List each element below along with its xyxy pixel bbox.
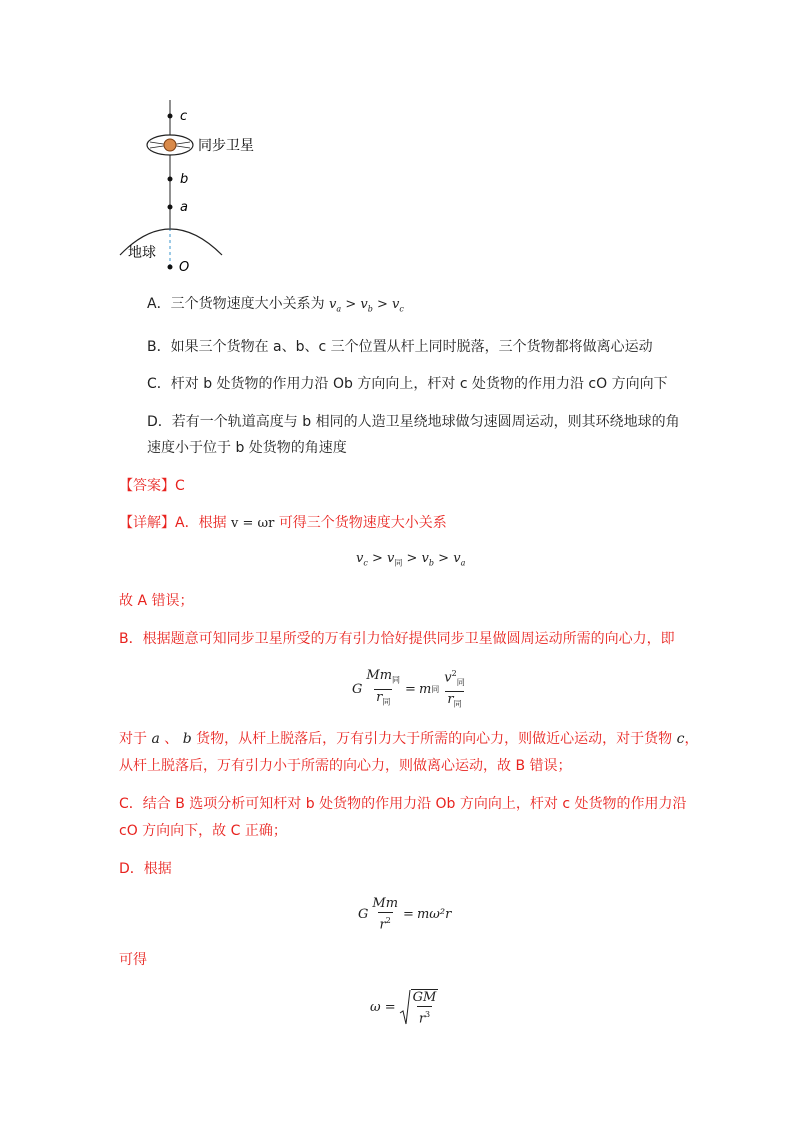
option-a: A．三个货物速度大小关系为 $v_a > v_b > v_c$ [147, 296, 404, 314]
label-c: c [180, 109, 188, 124]
d-intro: D．根据 [119, 861, 172, 877]
answer-label: 【答案】C [119, 478, 185, 494]
label-b: b [180, 172, 189, 187]
omega-formula: ω = $\frac{GM}{r^3}$ [370, 990, 437, 1027]
option-d-line1: D．若有一个轨道高度与 b 相同的人造卫星绕地球做匀速圆周运动，则其环绕地球的角 [147, 414, 680, 430]
detail-a-line: 【详解】A．根据 v = ωr 可得三个货物速度大小关系 [119, 515, 447, 531]
point-o [168, 265, 173, 270]
label-o: O [179, 260, 190, 275]
sqrt-symbol [399, 989, 411, 1027]
d-formula: G $\frac{Mm}{r^2}$ = mω²r [358, 896, 452, 933]
label-earth: 地球 [128, 245, 156, 261]
c-line1: C．结合 B 选项分析可知杆对 b 处货物的作用力沿 Ob 方向向上，杆对 c 处货物的作用力沿 [119, 796, 687, 812]
option-a-inequality: $v_a > v_b > v_c$ [329, 297, 404, 314]
b-formula: G $\frac{Mm_同}{r_同}$ = m 同 $\frac{v^2_同}{r_同}$ [352, 666, 467, 713]
c-line2: cO 方向向下，故 C 正确； [119, 823, 287, 839]
formula-v-omega-r: v = ωr [231, 516, 275, 531]
b-paragraph-line1: 对于 a 、 b 货物，从杆上脱落后，万有引力大于所需的向心力，则做近心运动，对于货物 c， [119, 731, 699, 747]
point-a [168, 205, 173, 210]
b-paragraph-line2: 从杆上脱落后，万有引力小于所需的向心力，则做离心运动，故 B 错误； [119, 758, 572, 774]
point-c [168, 114, 173, 119]
earth-satellite-diagram [110, 100, 300, 280]
b-intro: B．根据题意可知同步卫星所受的万有引力恰好提供同步卫星做圆周运动所需的向心力，即 [119, 631, 675, 647]
d-then: 可得 [119, 952, 147, 968]
velocity-inequality: $v_c > v_同 > v_b > v_a$ [356, 551, 466, 568]
option-c: C．杆对 b 处货物的作用力沿 Ob 方向向上，杆对 c 处货物的作用力沿 cO 方向向下 [147, 376, 668, 392]
option-d-line2: 速度小于位于 b 处货物的角速度 [147, 440, 347, 456]
satellite-body [164, 139, 176, 151]
label-satellite: 同步卫星 [198, 138, 254, 154]
a-conclusion: 故 A 错误； [119, 593, 194, 609]
label-a: a [180, 200, 188, 215]
point-b [168, 177, 173, 182]
option-b: B．如果三个货物在 a、b、c 三个位置从杆上同时脱落，三个货物都将做离心运动 [147, 339, 653, 355]
